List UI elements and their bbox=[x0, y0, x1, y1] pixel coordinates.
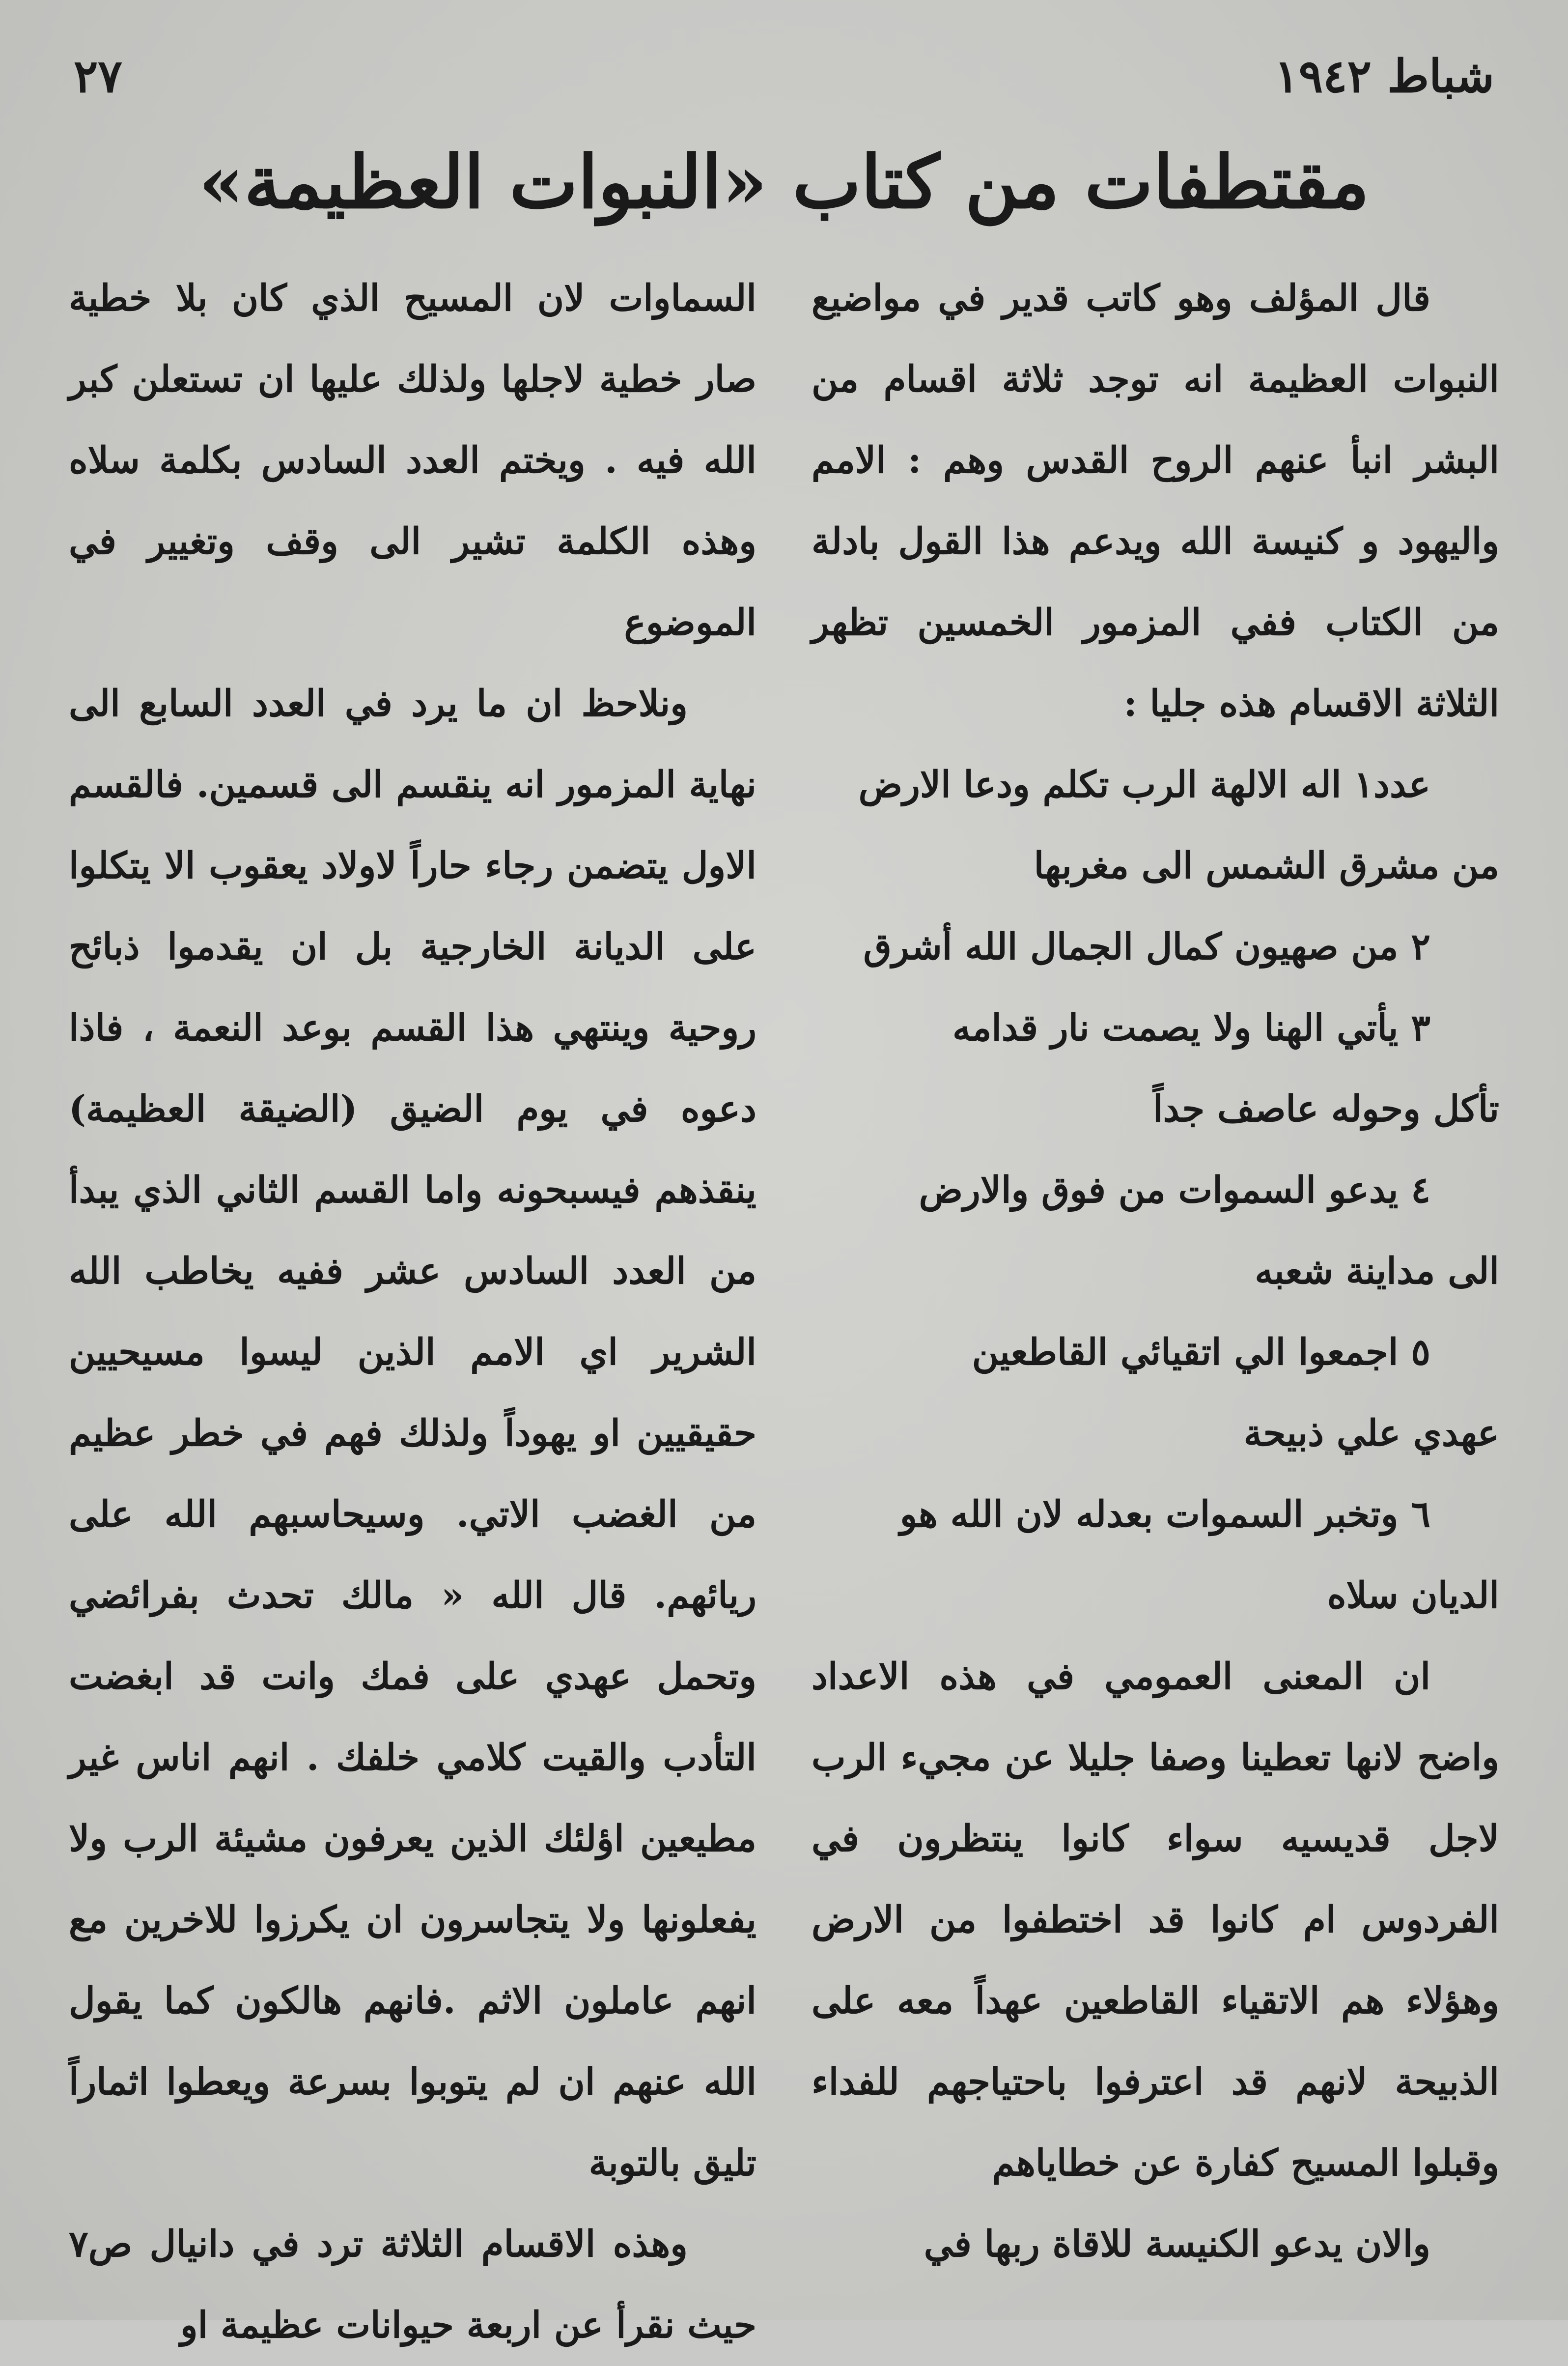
article-title: مقتطفات من كتاب «النبوات العظيمة» bbox=[198, 139, 1370, 225]
psalm-verse-5-continuation: عهدي علي ذبيحة bbox=[1243, 1412, 1499, 1454]
left-column bbox=[69, 258, 756, 2366]
psalm-verse-5: ٥ اجمعوا الي اتقيائي القاطعين bbox=[972, 1331, 1430, 1373]
intro-paragraph: قال المؤلف وهو كاتب قدير في مواضيع النبوات العظيمة انه توجد ثلاثة اقسام من البشر انبأ عنهم الروح القدس وهم : الامم واليهود و كنيسة الله ويدعم هذا القول بادلة من الكتاب ففي المزمور الخمسين تظهر الثلاثة الاقسام هذه جليا : bbox=[812, 277, 1499, 725]
issue-date: شباط ١٩٤٢ bbox=[1274, 50, 1494, 103]
psalm-verse-3: ٣ يأتي الهنا ولا يصمت نار قدامه bbox=[952, 1007, 1430, 1049]
continuation-paragraph: السماوات لان المسيح الذي كان بلا خطية صار خطية لاجلها ولذلك عليها ان تستعلن كبر الله فيه . ويختم العدد السادس بكلمة سلاه وهذه الكلمة تشير الى وقف وتغيير في الموضوع bbox=[69, 277, 756, 644]
psalm-verse-4: ٤ يدعو السموات من فوق والارض bbox=[919, 1169, 1430, 1211]
page-header bbox=[74, 39, 1494, 113]
analysis-paragraph: ونلاحظ ان ما يرد في العدد السابع الى نهاية المزمور انه ينقسم الى قسمين. فالقسم الاول يتضمن رجاء حاراً لاولاد يعقوب الا يتكلوا على الديانة الخارجية بل ان يقدموا ذبائح روحية وينتهي هذا القسم بوعد النعمة ، فاذا دعوه في يوم الضيق (الضيقة العظيمة) ينقذهم فيسبحونه واما القسم الثاني الذي يبدأ من العدد السادس عشر ففيه يخاطب الله الشرير اي الامم الذين ليسوا مسيحيين حقيقيين او يهوداً ولذلك فهم في خطر عظيم من الغضب الاتي. وسيحاسبهم الله على ريائهم. قال الله « مالك تحدث بفرائضي وتحمل عهدي على فمك وانت قد ابغضت التأدب والقيت كلامي خلفك . انهم اناس غير مطيعين اؤلئك الذين يعرفون مشيئة الرب ولا يفعلونها ولا يتجاسرون ان يكرزوا للاخرين مع انهم عاملون الاثم .فانهم هالكون كما يقول الله عنهم ان لم يتوبوا بسرعة ويعطوا اثماراً تليق بالتوبة bbox=[69, 683, 756, 2184]
meaning-paragraph: ان المعنى العمومي في هذه الاعداد واضح لانها تعطينا وصفا جليلا عن مجيء الرب لاجل قديسيه سواء كانوا ينتظرون في الفردوس ام كانوا قد اختطفوا من الارض وهؤلاء هم الاتقياء القاطعين عهداً معه على الذبيحة لانهم قد اعترفوا باحتياجهم للفداء وقبلوا المسيح كفارة عن خطاياهم bbox=[812, 1655, 1499, 2184]
psalm-verse-1: عدد١ اله الالهة الرب تكلم ودعا الارض bbox=[858, 764, 1430, 806]
psalm-verse-1-continuation: من مشرق الشمس الى مغربها bbox=[1034, 845, 1499, 887]
psalm-verse-2: ٢ من صهيون كمال الجمال الله أشرق bbox=[863, 926, 1430, 968]
page-number: ٢٧ bbox=[74, 50, 122, 103]
closing-paragraph: والان يدعو الكنيسة للاقاة ربها في bbox=[924, 2223, 1430, 2265]
right-column bbox=[812, 258, 1499, 2285]
psalm-verse-6-continuation: الديان سلاه bbox=[1327, 1574, 1499, 1617]
psalm-verse-3-continuation: تأكل وحوله عاصف جداً bbox=[1153, 1088, 1499, 1130]
psalm-verse-6: ٦ وتخبر السموات بعدله لان الله هو bbox=[899, 1493, 1430, 1536]
psalm-verse-4-continuation: الى مداينة شعبه bbox=[1255, 1250, 1499, 1292]
daniel-paragraph: وهذه الاقسام الثلاثة ترد في دانيال ص٧ حيث نقرأ عن اربعة حيوانات عظيمة او bbox=[69, 2223, 756, 2346]
